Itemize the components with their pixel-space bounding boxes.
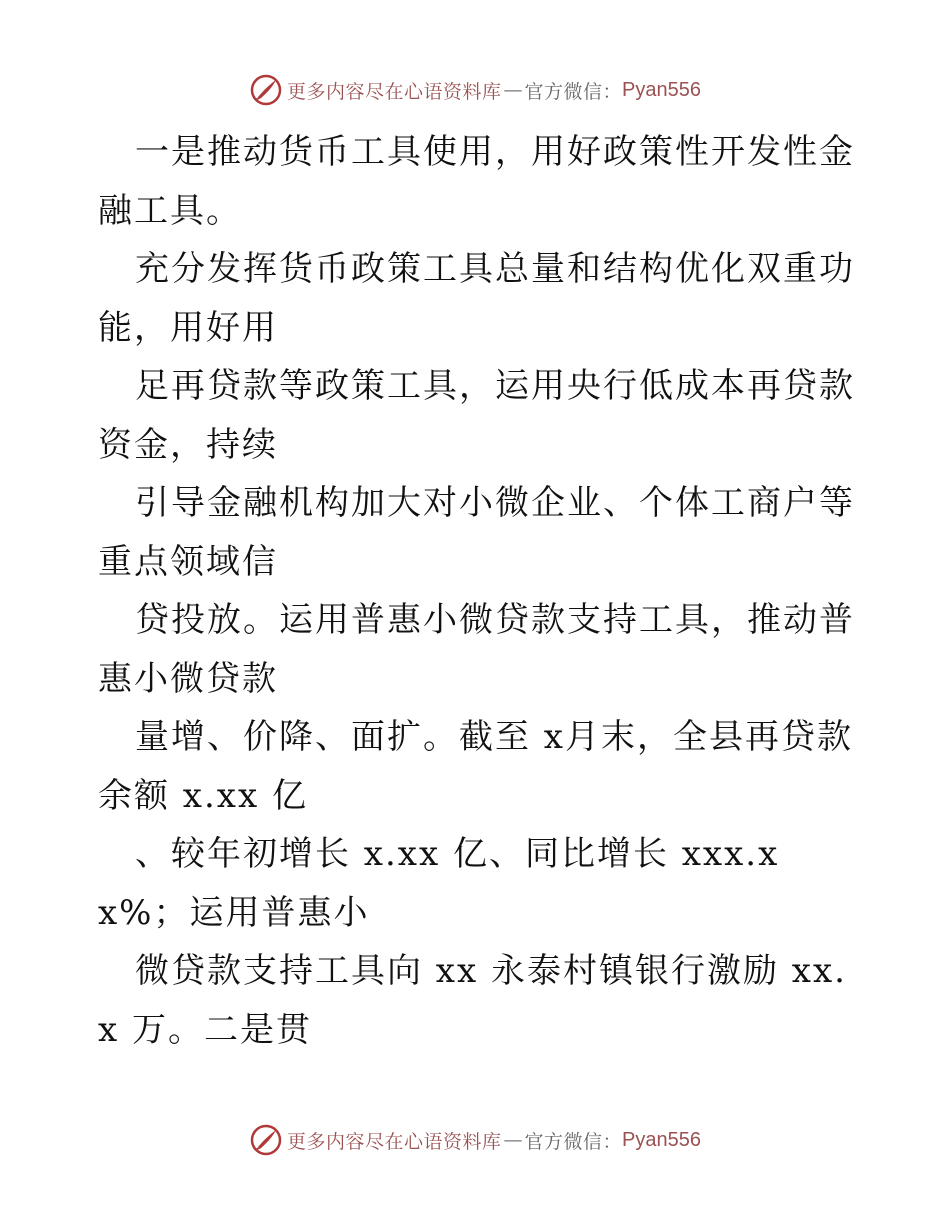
quill-pen-logo-icon [249, 73, 283, 107]
banner-wechat-id: Pyan556 [622, 78, 701, 101]
banner-site-text: 更多内容尽在心语资料库 [287, 80, 502, 103]
paragraph: 、较年初增长 x.xx 亿、同比增长 xxx.xx%；运用普惠小 [98, 834, 780, 933]
document-body [98, 123, 858, 1059]
paragraph: 贷投放。运用普惠小微贷款支持工具，推动普惠小微贷款 [98, 600, 855, 699]
banner-wechat-label: 官方微信： [524, 80, 623, 103]
paragraph: 足再贷款等政策工具，运用央行低成本再贷款资金，持续 [98, 366, 855, 465]
quill-pen-logo-icon [249, 1123, 283, 1157]
banner-wechat-label: 官方微信： [524, 1130, 623, 1153]
paragraph: 量增、价降、面扩。截至 x月末，全县再贷款余额 x.xx 亿 [98, 717, 853, 816]
paragraph: 充分发挥货币政策工具总量和结构优化双重功能，用好用 [98, 249, 855, 348]
paragraph: 微贷款支持工具向 xx 永泰村镇银行激励 xx.x 万。二是贯 [98, 951, 847, 1050]
banner-dash: — [503, 1129, 523, 1151]
footer-watermark-banner [0, 1120, 950, 1160]
header-watermark-banner [0, 70, 950, 110]
banner-site-text: 更多内容尽在心语资料库 [287, 1130, 502, 1153]
paragraph: 一是推动货币工具使用，用好政策性开发性金融工具。 [98, 132, 855, 231]
banner-dash: — [503, 79, 523, 101]
banner-wechat-id: Pyan556 [622, 1128, 701, 1151]
paragraph: 引导金融机构加大对小微企业、个体工商户等重点领域信 [98, 483, 855, 582]
